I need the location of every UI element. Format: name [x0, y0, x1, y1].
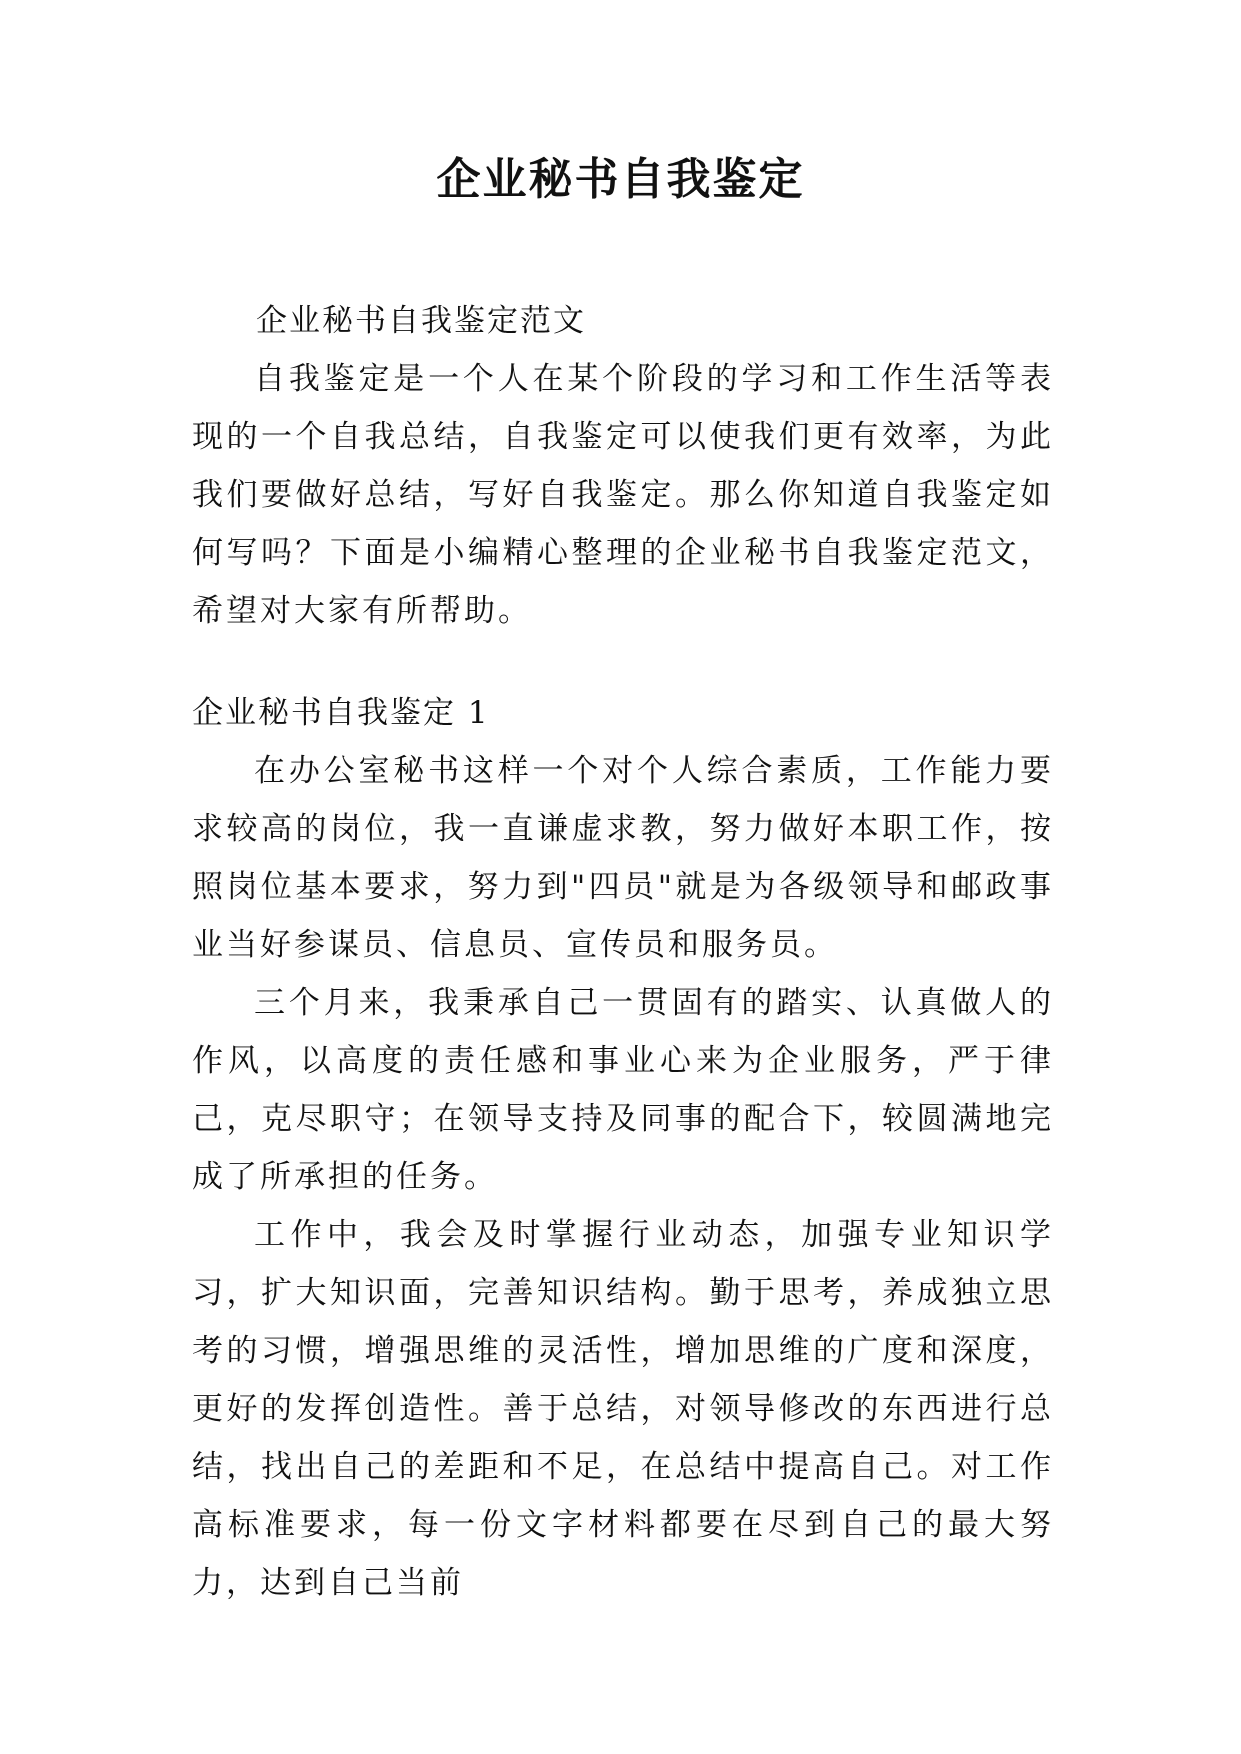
section-paragraph: 三个月来，我秉承自己一贯固有的踏实、认真做人的作风，以高度的责任感和事业心来为企业服务，严于律己，克尽职守；在领导支持及同事的配合下，较圆满地完成了所承担的任务。	[192, 985, 1054, 1195]
document-title: 企业秘书自我鉴定	[436, 154, 805, 205]
intro-paragraph: 自我鉴定是一个人在某个阶段的学习和工作生活等表现的一个自我总结，自我鉴定可以使我们更有效率，为此我们要做好总结，写好自我鉴定。那么你知道自我鉴定如何写吗？下面是小编精心整理的企业秘书自我鉴定范文，希望对大家有所帮助。	[192, 361, 1054, 629]
section-paragraph: 工作中，我会及时掌握行业动态，加强专业知识学习，扩大知识面，完善知识结构。勤于思考，养成独立思考的习惯，增强思维的灵活性，增加思维的广度和深度，更好的发挥创造性。善于总结，对领导修改的东西进行总结，找出自己的差距和不足，在总结中提高自己。对工作高标准要求，每一份文字材料都要在尽到自己的最大努力，达到自己当前	[192, 1217, 1054, 1601]
document-subtitle: 企业秘书自我鉴定范文	[256, 303, 586, 339]
document-body	[192, 292, 1054, 1612]
section-paragraph: 在办公室秘书这样一个对个人综合素质，工作能力要求较高的岗位，我一直谦虚求教，努力做好本职工作，按照岗位基本要求，努力到"四员"就是为各级领导和邮政事业当好参谋员、信息员、宣传员和服务员。	[192, 753, 1054, 963]
section-heading: 企业秘书自我鉴定 1	[192, 695, 490, 731]
